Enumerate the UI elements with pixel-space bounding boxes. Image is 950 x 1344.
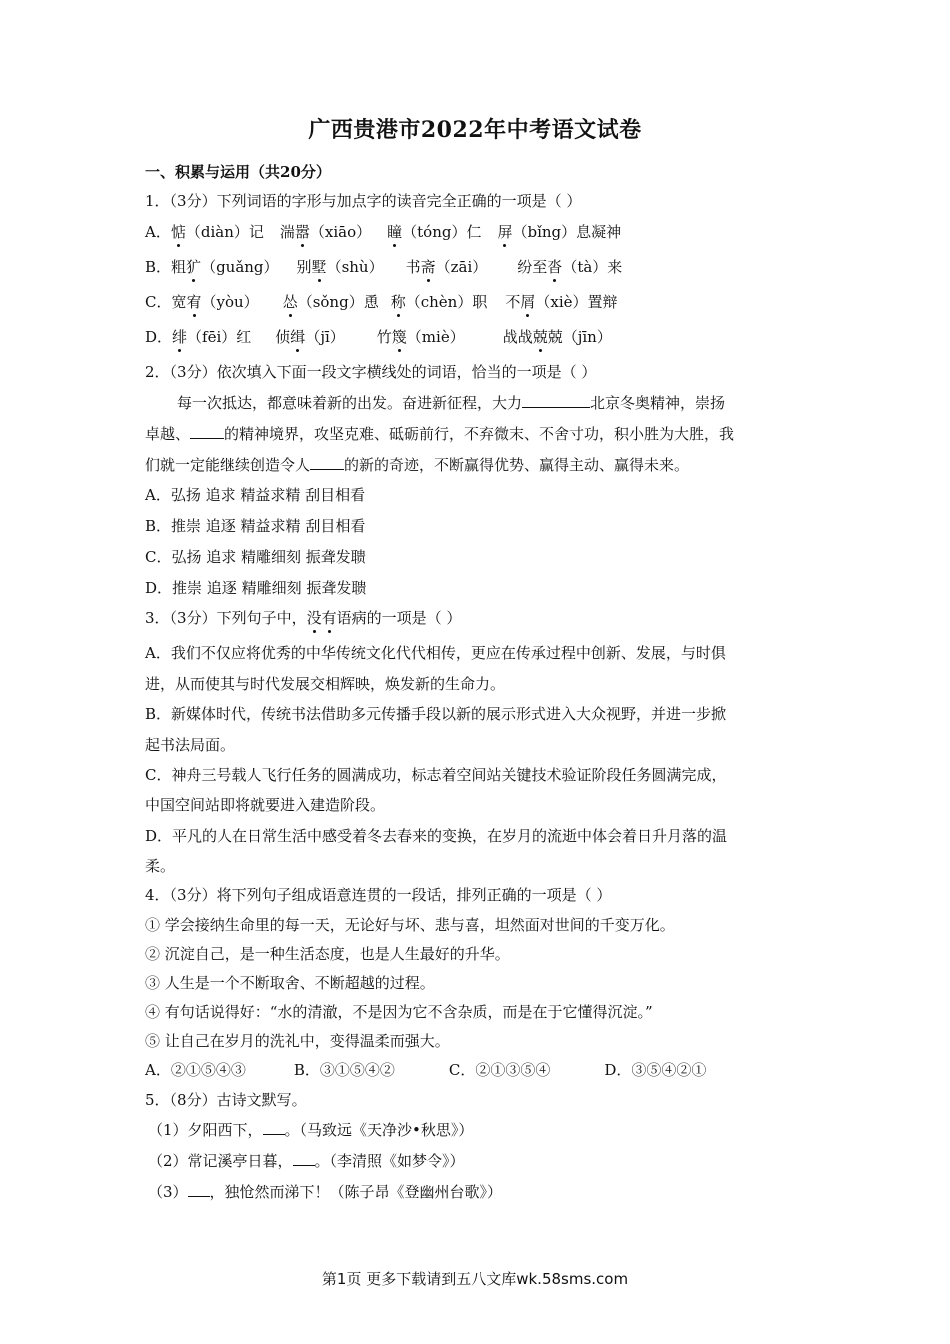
q2-option-c: C．弘扬 追求 精雕细刻 振聋发聩 (145, 548, 366, 566)
q2-option-b: B．推崇 追逐 精益求精 刮目相看 (145, 517, 366, 535)
fill-blank (522, 393, 590, 408)
q4-sentence-5: ⑤ 让自己在岁月的洗礼中，变得温柔而强大。 (145, 1032, 450, 1050)
q4-option-a: A．②①⑤④③ (145, 1061, 246, 1079)
page-footer: 第1页 更多下载请到五八文库wk.58sms.com (321, 1270, 629, 1288)
q3-option-a-line-1: A．我们不仅应将优秀的中华传统文化代代相传，更应在传承过程中创新、发展，与时俱 (145, 644, 726, 662)
q2-passage-line-3: 们就一定能继续创造令人 的新的奇迹，不断赢得优势、赢得主动、赢得未来。 (145, 456, 690, 474)
q3-option-d-line-1: D．平凡的人在日常生活中感受着冬去春来的变换，在岁月的流逝中体会着日升月落的温 (145, 827, 728, 845)
q2-stem: 2．（3分）依次填入下面一段文字横线处的词语，恰当的一项是（ ） (145, 363, 597, 381)
q2-option-d: D．推崇 追逐 精雕细刻 振聋发聩 (145, 579, 367, 597)
q3-option-d-line-2: 柔。 (145, 857, 176, 875)
q4-option-b: B．③①⑤④② (293, 1061, 395, 1079)
q2-option-a: A．弘扬 追求 精益求精 刮目相看 (145, 486, 366, 504)
q3-option-a-line-2: 进，从而使其与时代发展交相辉映，焕发新的生命力。 (145, 675, 506, 693)
section-heading: 一、积累与运用（共20分） (145, 163, 331, 181)
q1-option-c: C．宽宥（yòu） 怂（sǒng）恿 称（chèn）职 不屑（xiè）置辩 (145, 293, 618, 311)
fill-blank (188, 1182, 210, 1197)
q1-option-b: B．粗犷（guǎng） 别墅（shù） 书斋（zāi） 纷至沓（tà）来 (145, 258, 623, 276)
q3-stem: 3．（3分）下列句子中，没有语病的一项是（ ） (145, 609, 462, 627)
q1-stem: 1．（3分）下列词语的字形与加点字的读音完全正确的一项是（ ） (145, 192, 582, 210)
fill-blank (263, 1120, 285, 1135)
q4-sentence-2: ② 沉淀自己，是一种生活态度，也是人生最好的升华。 (145, 945, 510, 963)
q5-stem: 5．（8分）古诗文默写。 (145, 1091, 307, 1109)
q4-options (145, 1060, 706, 1080)
q3-option-c-line-1: C．神舟三号载人飞行任务的圆满成功，标志着空间站关键技术验证阶段任务圆满完成， (145, 766, 727, 784)
fill-blank (190, 424, 224, 439)
q1-option-a: A．惦（diàn）记 湍嚣（xiāo） 瞳（tóng）仁 屏（bǐng）息凝神 (145, 223, 622, 241)
q4-option-c: C．②①③⑤④ (448, 1061, 551, 1079)
q3-option-b-line-1: B．新媒体时代，传统书法借助多元传播手段以新的展示形式进入大众视野，并进一步掀 (145, 705, 727, 723)
fill-blank (293, 1151, 315, 1166)
q4-option-d: D．③⑤④②① (604, 1061, 707, 1079)
page-title: 广西贵港市2022年中考语文试卷 (308, 117, 642, 143)
q3-option-b-line-2: 起书法局面。 (145, 736, 236, 754)
q5-item-3: （3） ，独怆然而涕下！（陈子昂《登幽州台歌》） (148, 1183, 503, 1201)
q2-passage-line-2: 卓越、 的精神境界，攻坚克难、砥砺前行，不弃微末、不舍寸功，积小胜为大胜，我 (145, 425, 735, 443)
q5-item-2: （2）常记溪亭日暮， 。（李清照《如梦令》） (148, 1152, 465, 1170)
fill-blank (310, 455, 344, 470)
q2-passage-line-1: 每一次抵达，都意味着新的出发。奋进新征程，大力 北京冬奥精神，崇扬 (177, 394, 726, 412)
q4-sentence-1: ① 学会接纳生命里的每一天，无论好与坏、悲与喜，坦然面对世间的千变万化。 (145, 916, 675, 934)
q4-sentence-4: ④ 有句话说得好：“水的清澈，不是因为它不含杂质，而是在于它懂得沉淀。” (145, 1003, 653, 1021)
q3-option-c-line-2: 中国空间站即将就要进入建造阶段。 (145, 796, 386, 814)
q4-sentence-3: ③ 人生是一个不断取舍、不断超越的过程。 (145, 974, 435, 992)
q4-stem: 4．（3分）将下列句子组成语意连贯的一段话，排列正确的一项是（ ） (145, 886, 612, 904)
q1-option-d: D．绯（fēi）红 侦缉（jī） 竹篾（miè） 战战兢兢（jīn） (145, 328, 612, 346)
q5-item-1: （1）夕阳西下， 。（马致远《天净沙•秋思》） (148, 1121, 474, 1139)
